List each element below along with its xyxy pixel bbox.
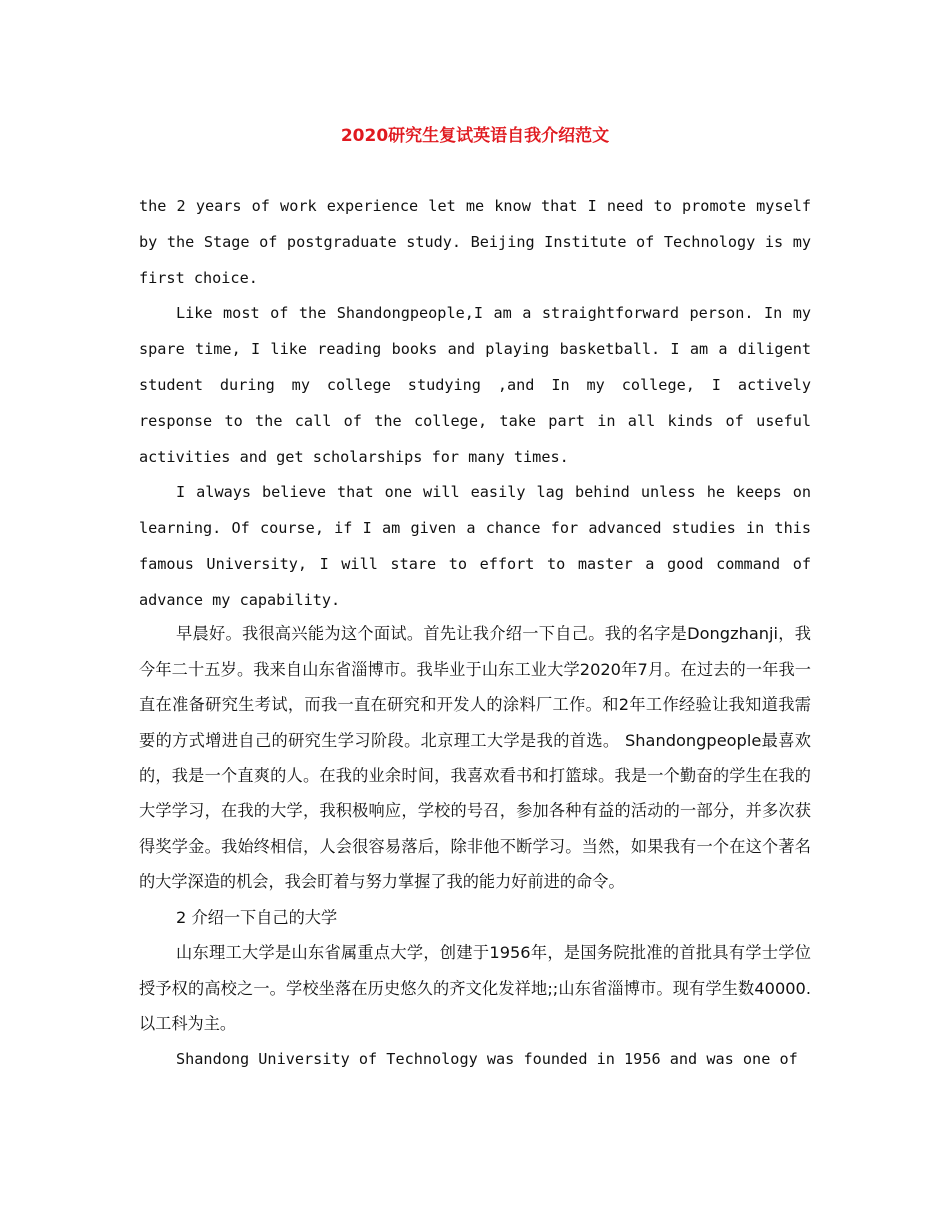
paragraph-university-chinese: 山东理工大学是山东省属重点大学，创建于1956年，是国务院批准的首批具有学士学位授予权的高校之一。学校坐落在历史悠久的齐文化发祥地;;山东省淄博市。现有学生数40000. 以工科为主。 xyxy=(139,943,811,1033)
section-heading-university: 2 介绍一下自己的大学 xyxy=(176,907,338,927)
document-title: 2020研究生复试英语自我介绍范文 xyxy=(340,126,610,146)
paragraph-learning: I always believe that one will easily lag behind unless he keeps on learning. Of course, if I am given a chance for advanced studies in this famous University, I will stare to effort to master a good command of advance my capability. xyxy=(139,482,811,610)
paragraph-chinese-introduction: 早晨好。我很高兴能为这个面试。首先让我介绍一下自己。我的名字是Dongzhanji，我今年二十五岁。我来自山东省淄博市。我毕业于山东工业大学2020年7月。在过去的一年我一直在准备研究生考试，而我一直在研究和开发人的涂料厂工作。和2年工作经验让我知道我需要的方式增进自己的研究生学习阶段。北京理工大学是我的首选。 Shandongpeople最喜欢的，我是一个直爽的人。在我的业余时间，我喜欢看书和打篮球。我是一个勤奋的学生在我的大学学习，在我的大学，我积极响应，学校的号召，参加各种有益的活动的一部分，并多次获得奖学金。我始终相信，人会很容易落后，除非他不断学习。当然，如果我有一个在这个著名的大学深造的机会，我会盯着与努力掌握了我的能力好前进的命令。 xyxy=(139,624,811,892)
paragraph-university-english: Shandong University of Technology was founded in 1956 and was one of xyxy=(176,1050,798,1069)
paragraph-work-experience: the 2 years of work experience let me know that I need to promote myself by the Stage of postgraduate study. Beijing Institute of Technology is my first choice. xyxy=(139,197,811,288)
paragraph-personality: Like most of the Shandongpeople,I am a straightforward person. In my spare time, I like reading books and playing basketball. I am a diligent student during my college studying ,and In my college, I actively response to the call of the college, take part in all kinds of useful activities and get scholarships for many times. xyxy=(139,303,811,467)
document-body xyxy=(139,188,811,1076)
